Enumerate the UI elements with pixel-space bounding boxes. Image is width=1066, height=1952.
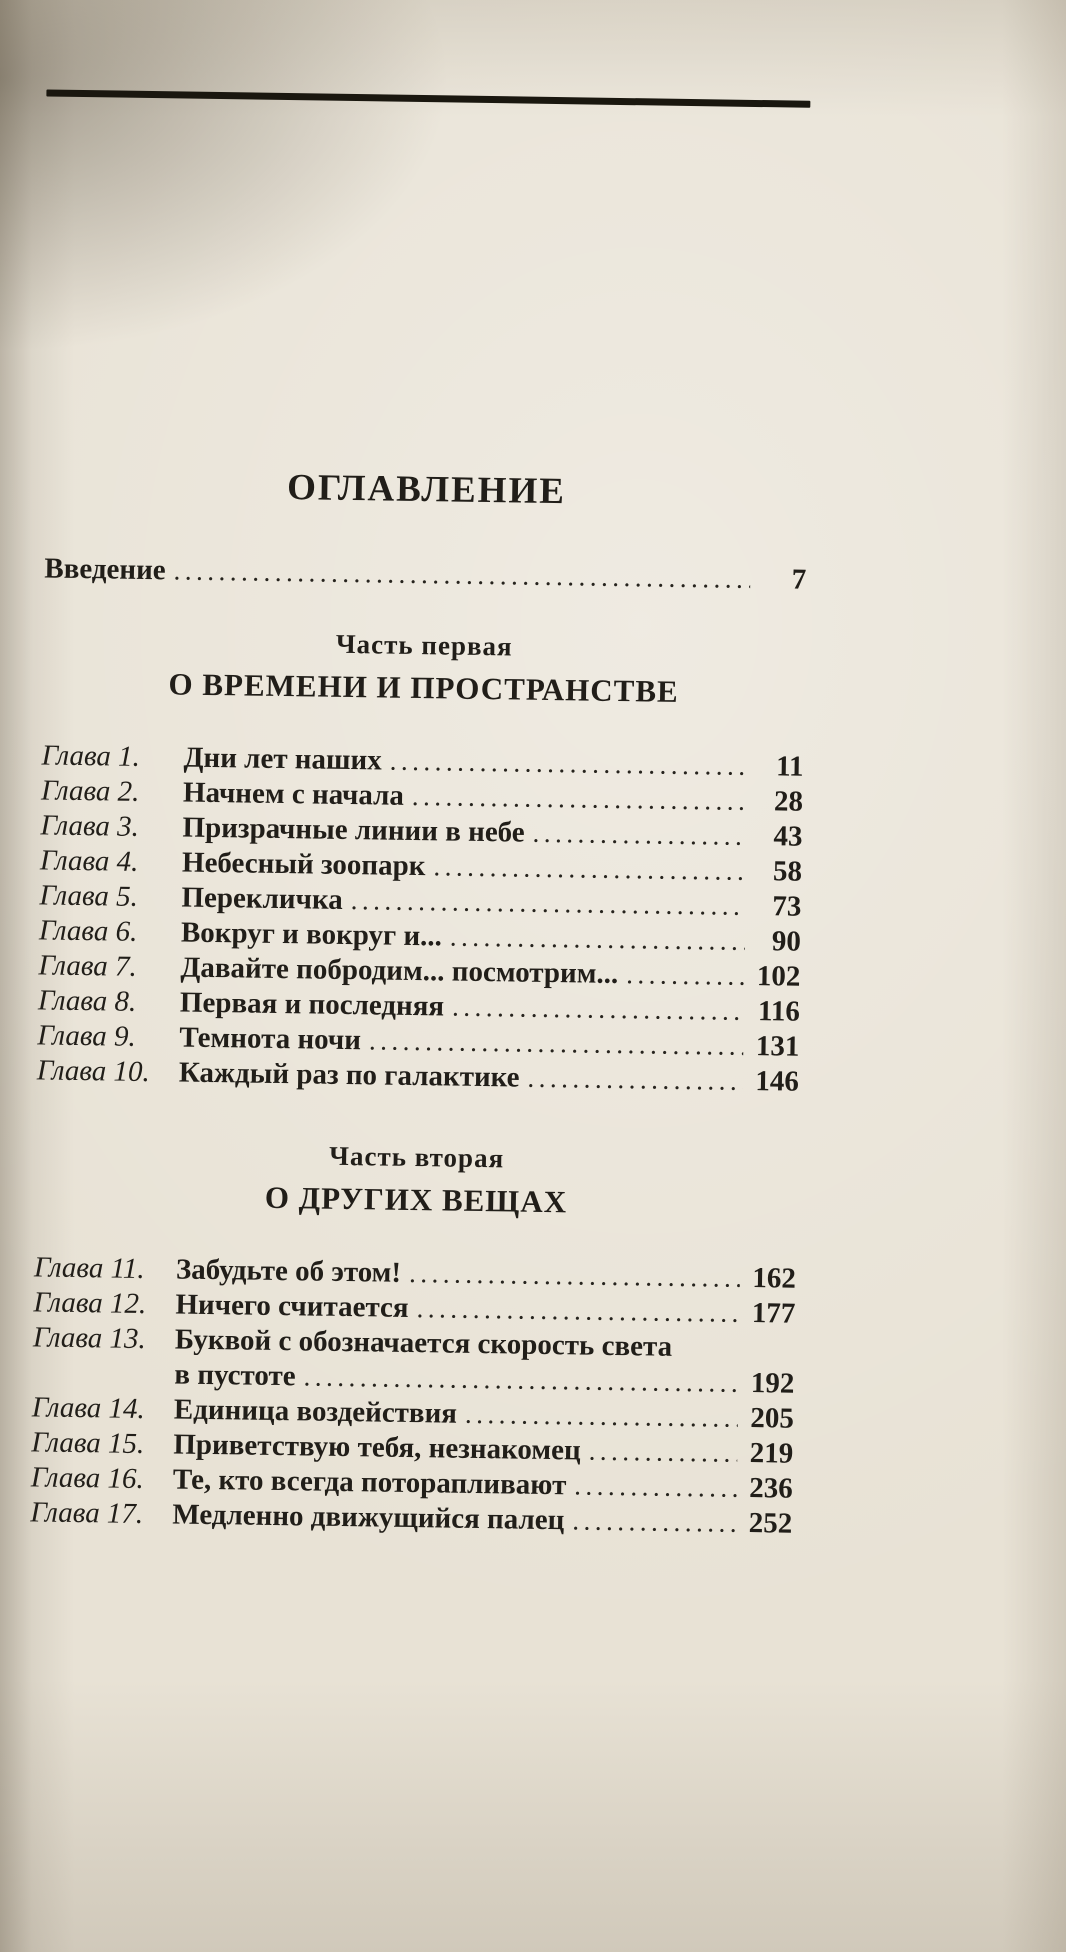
chapter-title: Первая и последняя (179, 986, 445, 1023)
chapter-title: Каждый раз по галактике (178, 1056, 520, 1094)
dot-leader (369, 1023, 744, 1064)
chapter-title: Небесный зоопарк (181, 846, 426, 883)
chapter-page-number: 177 (751, 1297, 796, 1330)
chapter-page-number: 28 (773, 785, 804, 818)
chapter-number: Глава 10. (36, 1054, 150, 1089)
dot-leader (588, 1434, 737, 1471)
chapter-page-number: 43 (773, 820, 803, 853)
chapter-page-number: 236 (749, 1472, 794, 1505)
part-2-heading-block (35, 1136, 798, 1223)
dot-leader (465, 1397, 738, 1436)
chapter-number: Глава 17. (30, 1496, 144, 1531)
chapter-page-number: 146 (755, 1065, 800, 1098)
chapter-title-continuation: в пустоте (174, 1358, 296, 1393)
dot-leader (389, 744, 747, 784)
dot-leader (450, 920, 746, 959)
chapter-page-number: 90 (771, 925, 802, 958)
part-1-title: О ВРЕМЕНИ И ПРОСТРАНСТВЕ (168, 666, 679, 709)
chapter-number: Глава 5. (39, 879, 139, 913)
chapter-page-number: 102 (756, 960, 801, 993)
chapter-number: Глава 14. (31, 1391, 145, 1426)
chapter-title: Темнота ночи (179, 1021, 362, 1057)
part-1-kicker: Часть первая (335, 628, 513, 662)
dot-leader (626, 957, 745, 994)
dot-leader (527, 1061, 743, 1099)
part-1-chapter-list (37, 738, 804, 1099)
chapter-number: Глава 7. (38, 949, 138, 983)
chapter-number: Глава 6. (38, 914, 138, 948)
chapter-page-number: 73 (772, 890, 802, 923)
page-title: ОГЛАВЛЕНИЕ (286, 467, 567, 513)
dot-leader (452, 990, 744, 1029)
chapter-title: Давайте побродим... посмотрим... (180, 951, 619, 991)
chapter-page-number: 131 (755, 1030, 800, 1063)
dot-leader (173, 553, 750, 597)
chapter-title: Начнем с начала (182, 776, 405, 812)
entry-title: Введение (44, 552, 166, 587)
chapter-number: Глава 11. (33, 1251, 145, 1286)
chapter-page-number: 205 (750, 1402, 795, 1435)
dot-leader (409, 1256, 740, 1296)
chapter-number: Глава 15. (31, 1426, 145, 1461)
chapter-title: Приветствую тебя, незнакомец (173, 1428, 581, 1467)
top-rule (46, 89, 810, 107)
chapter-title: Призрачные линии в небе (182, 811, 525, 849)
chapter-page-number: 116 (757, 995, 801, 1028)
chapter-number: Глава 4. (39, 844, 139, 878)
book-toc-page (30, 0, 815, 1542)
dot-leader (532, 816, 746, 854)
chapter-number: Глава 12. (33, 1286, 147, 1321)
chapter-title: Буквой с обозначается скорость света (174, 1323, 673, 1363)
dot-leader (572, 1503, 736, 1540)
dot-leader (416, 1291, 739, 1331)
chapter-title: Те, кто всегда поторапливают (172, 1463, 567, 1502)
chapter-title: Забудьте об этом! (175, 1253, 402, 1289)
chapter-number: Глава 16. (30, 1461, 144, 1496)
chapter-title: Ничего считается (175, 1288, 409, 1324)
indent-spacer (32, 1381, 174, 1383)
chapter-page-number: 162 (752, 1262, 797, 1295)
chapter-number: Глава 13. (32, 1321, 147, 1356)
chapter-title: Вокруг и вокруг и... (180, 916, 443, 953)
chapter-page-number: 192 (750, 1367, 795, 1400)
chapter-page-number: 11 (775, 750, 804, 783)
part-2-kicker: Часть вторая (328, 1140, 505, 1174)
entry-page-number: 7 (791, 563, 807, 596)
chapter-title: Медленно движущийся палец (172, 1498, 565, 1537)
chapter-page-number: 219 (749, 1437, 794, 1470)
chapter-number: Глава 2. (40, 774, 140, 808)
part-2-chapter-list (30, 1250, 796, 1541)
part-2-title: О ДРУГИХ ВЕЩАХ (264, 1179, 568, 1220)
part-1-heading-block (42, 624, 805, 711)
chapter-number: Глава 9. (37, 1019, 137, 1053)
chapter-page-number: 58 (772, 855, 803, 888)
chapter-title: Перекличка (181, 881, 343, 916)
dot-leader (574, 1468, 737, 1505)
chapter-page-number: 252 (748, 1507, 793, 1540)
chapter-title: Единица воздействия (173, 1393, 458, 1430)
dot-leader (350, 883, 745, 924)
chapter-number: Глава 3. (40, 809, 140, 843)
dot-leader (433, 849, 746, 889)
chapter-number: Глава 1. (41, 739, 141, 773)
chapter-title: Дни лет наших (183, 741, 382, 777)
dot-leader (412, 779, 748, 819)
toc-entry-introduction (44, 551, 806, 597)
chapter-number: Глава 8. (37, 984, 137, 1018)
